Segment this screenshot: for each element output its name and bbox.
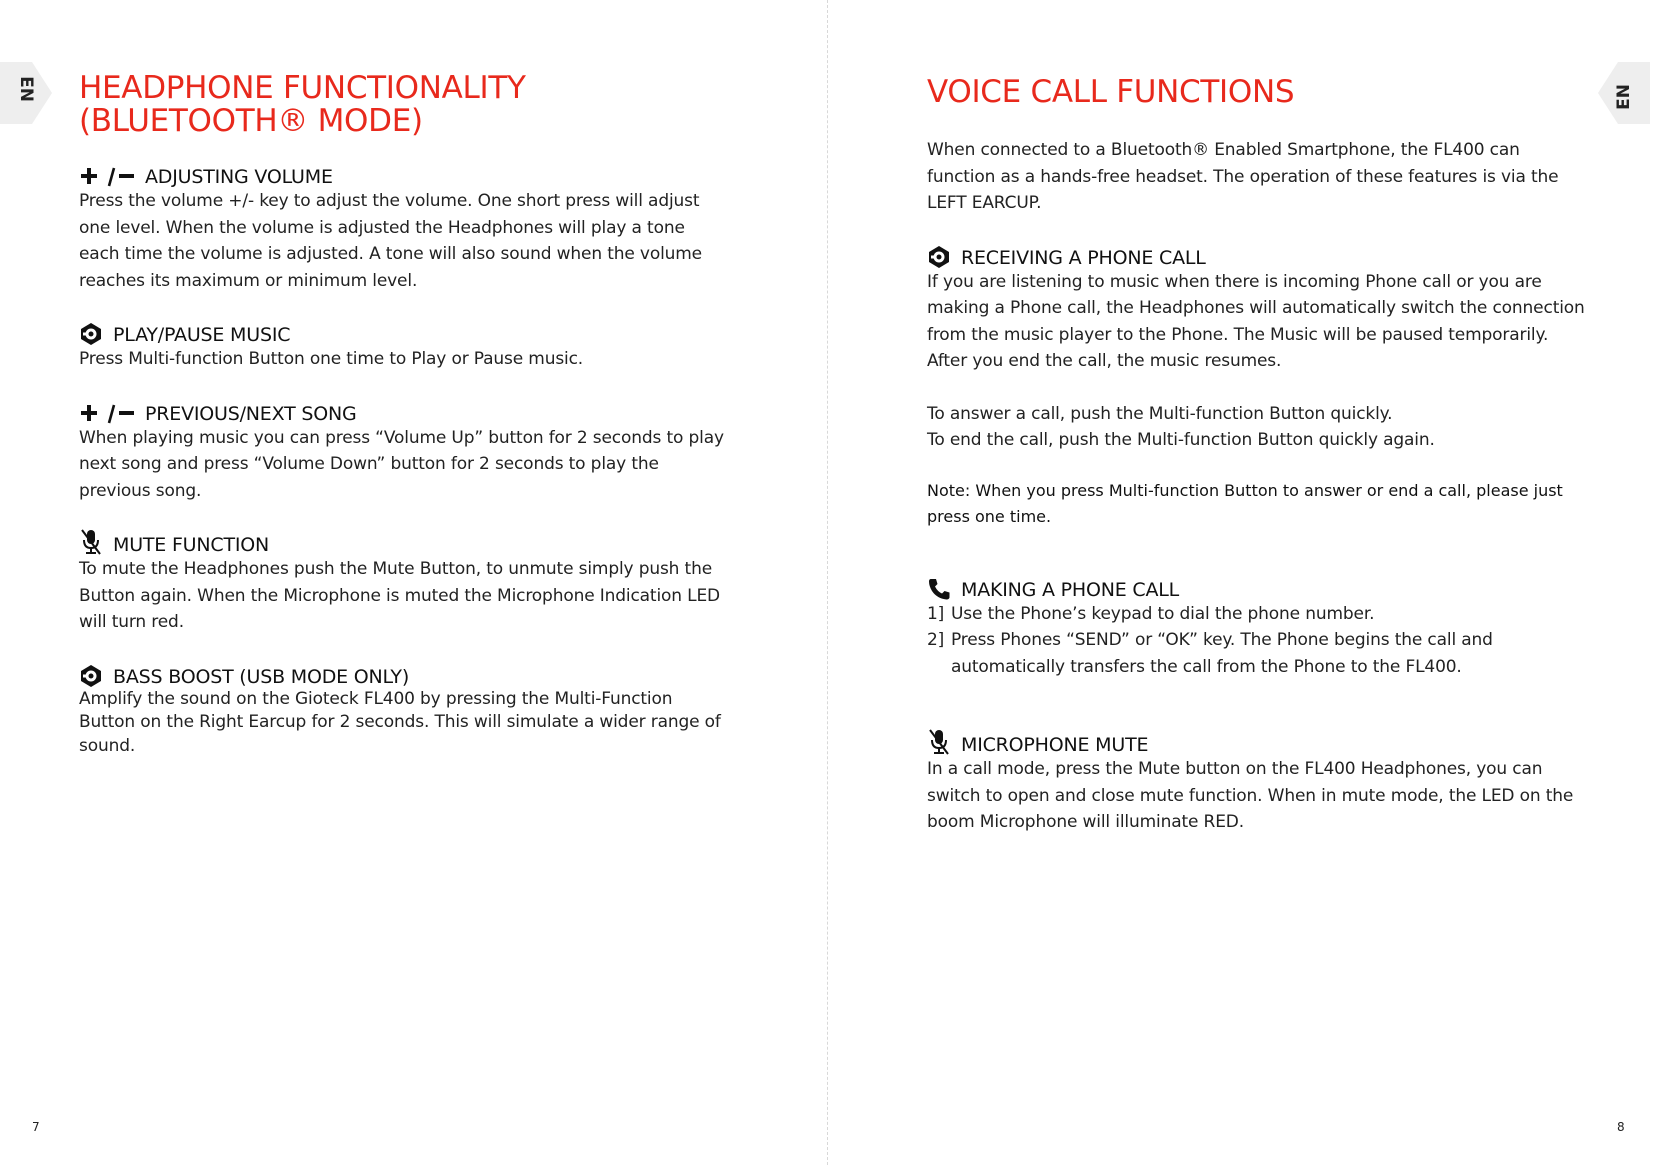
multi-function-button-icon <box>79 322 103 346</box>
section-adjusting-volume <box>79 160 729 294</box>
section-bass-boost <box>79 660 729 759</box>
section-title: BASS BOOST (USB MODE ONLY) <box>113 665 410 688</box>
right-page <box>828 0 1654 1165</box>
language-tab <box>1598 62 1650 124</box>
section-text: Amplify the sound on the Gioteck FL400 by pressing the Multi-Function Button on the Right Earcup for 2 seconds. This will simulate a wider range of sound. <box>79 688 721 756</box>
section-text: If you are listening to music when there is incoming Phone call or you are making a Phone call, the Headphones will automatically switch the connection from the music player to the Phone. The Music will be paused temporarily. After you end the call, the music resumes. <box>927 271 1585 371</box>
multi-function-button-icon <box>927 245 951 269</box>
right-content <box>927 72 1587 860</box>
section-title: MICROPHONE MUTE <box>961 734 1149 756</box>
muted-microphone-icon <box>79 528 103 556</box>
language-label: EN <box>1614 84 1634 110</box>
section-title: PLAY/PAUSE MUSIC <box>113 324 291 346</box>
intro-text: When connected to a Bluetooth® Enabled Smartphone, the FL400 can function as a hands-free headset. The operation of these features is via the LEFT EARCUP. <box>927 140 1559 213</box>
section-microphone-mute <box>927 728 1587 836</box>
plus-minus-icon <box>79 166 135 188</box>
section-text: In a call mode, press the Mute button on the FL400 Headphones, you can switch to open and close mute function. When in mute mode, the LED on the boom Microphone will illuminate RED. <box>927 759 1574 832</box>
list-item: 2] Press Phones “SEND” or “OK” key. The Phone begins the call and automatically transfers the call from the Phone to the FL400. <box>927 630 1493 677</box>
section-making-call <box>927 573 1587 681</box>
steps-list <box>927 601 1587 681</box>
language-tab <box>0 62 52 124</box>
section-title: MAKING A PHONE CALL <box>961 578 1180 601</box>
language-label: EN <box>16 76 36 102</box>
page-title: VOICE CALL FUNCTIONS <box>927 74 1295 110</box>
end-instruction: To end the call, push the Multi-function Button quickly again. <box>927 430 1435 450</box>
section-play-pause <box>79 318 729 373</box>
answer-instruction: To answer a call, push the Multi-function Button quickly. <box>927 403 1393 424</box>
section-title: PREVIOUS/NEXT SONG <box>145 402 357 425</box>
section-previous-next <box>79 397 729 505</box>
phone-icon <box>927 577 951 601</box>
section-title: RECEIVING A PHONE CALL <box>961 246 1206 269</box>
section-text: Press Multi-function Button one time to Play or Pause music. <box>79 349 584 369</box>
left-content <box>79 72 729 782</box>
section-mute <box>79 528 729 636</box>
section-text: When playing music you can press “Volume Up” button for 2 seconds to play next song and press “Volume Down” button for 2 seconds to play the previous song. <box>79 427 724 501</box>
page-title: HEADPHONE FUNCTIONALITY (BLUETOOTH® MODE) <box>79 70 526 139</box>
muted-microphone-icon <box>927 728 951 756</box>
page-number: 7 <box>32 1120 40 1134</box>
section-text: Press the volume +/- key to adjust the volume. One short press will adjust one level. When the volume is adjusted the Headphones will play a tone each time the volume is adjusted. A tone will also sound when the volume reaches its maximum or minimum level. <box>79 191 702 291</box>
section-title: ADJUSTING VOLUME <box>145 166 333 188</box>
page-number: 8 <box>1617 1120 1625 1134</box>
note-text: Note: When you press Multi-function Button to answer or end a call, please just press one time. <box>927 480 1563 526</box>
section-receiving-call <box>927 241 1587 531</box>
plus-minus-icon <box>79 403 135 425</box>
multi-function-button-icon <box>79 664 103 688</box>
section-title: MUTE FUNCTION <box>113 534 270 556</box>
section-text: To mute the Headphones push the Mute Button, to unmute simply push the Button again. When the Microphone is muted the Microphone Indication LED will turn red. <box>79 559 720 632</box>
list-item: 1] Use the Phone’s keypad to dial the phone number. <box>927 603 1375 624</box>
